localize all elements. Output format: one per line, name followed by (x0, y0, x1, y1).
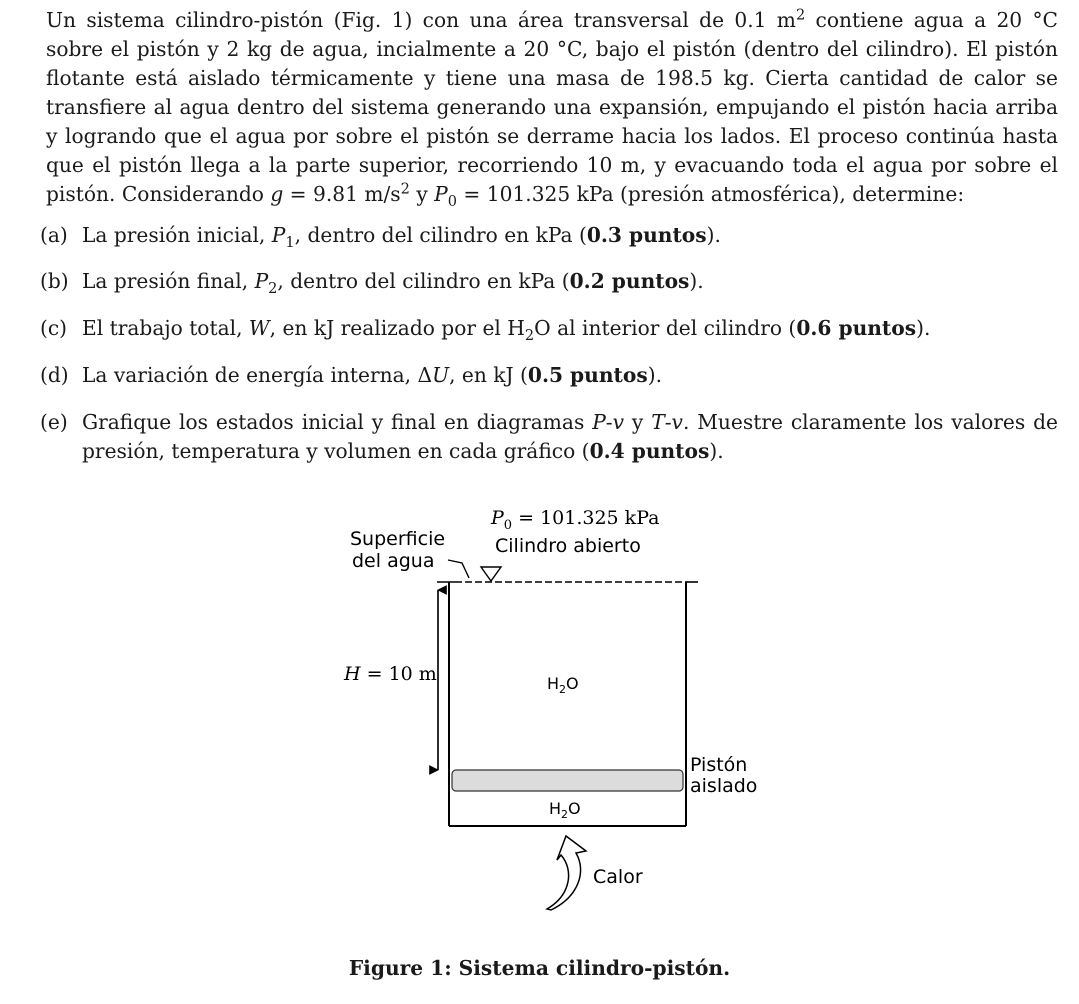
question-text: , en kJ ( (449, 363, 528, 387)
question-label: (c) (40, 316, 68, 340)
question-text: La presión final, (82, 269, 255, 293)
question-text: . Muestre claramente los valores de presión, temperatura y volumen en cada gráfico ( (82, 410, 1058, 463)
question-text: Grafique los estados inicial y final en diagramas (82, 410, 593, 434)
statement-part-3: y (409, 182, 435, 206)
variable: U (432, 363, 450, 387)
question-text: , dentro del cilindro en kPa ( (294, 223, 587, 247)
question-label: (a) (40, 223, 68, 247)
question-text: , dentro del cilindro en kPa ( (277, 269, 570, 293)
subscript: 1 (285, 235, 295, 252)
question-text: , en kJ realizado por el H (269, 316, 525, 340)
points: 0.4 puntos (589, 439, 710, 463)
variable: T (651, 410, 665, 434)
question-label: (d) (40, 363, 69, 387)
question-text: ). (689, 269, 704, 293)
variable: v (671, 410, 683, 434)
subscript: 2 (524, 328, 535, 345)
heat-arrow-icon (547, 836, 586, 910)
variable: P (254, 269, 269, 293)
statement-part-1: Un sistema cilindro-pistón (Fig. 1) con una área transversal de 0.1 m (46, 8, 796, 32)
variable: W (248, 316, 270, 340)
question-text: - (605, 410, 613, 434)
figure-caption: Figure 1: Sistema cilindro-pistón. (348, 956, 731, 980)
statement-part-4: = 101.325 kPa (presión atmosférica), determine: (457, 182, 965, 206)
p0-symbol: P (434, 182, 448, 206)
surface-pointer (448, 560, 469, 578)
gravity-value: = 9.81 m/s (283, 182, 401, 206)
question-text: ). (916, 316, 931, 340)
points: 0.2 puntos (569, 269, 690, 293)
points: 0.6 puntos (796, 316, 917, 340)
question-text: ). (709, 439, 724, 463)
question-text: O al interior del cilindro ( (534, 316, 797, 340)
question-label: (b) (40, 269, 69, 293)
piston-label-line2: aislado (690, 775, 758, 797)
question-text: ). (647, 363, 662, 387)
question-label: (e) (40, 410, 68, 434)
surface-label-line1: Superficie (350, 528, 446, 550)
variable: v (612, 410, 625, 434)
points: 0.3 puntos (586, 223, 707, 247)
question-text: El trabajo total, (82, 316, 249, 340)
variable: P (271, 223, 286, 247)
points: 0.5 puntos (527, 363, 648, 387)
gravity-symbol: g (270, 182, 284, 206)
statement-part-2: contiene agua a 20 °C sobre el pistón y 2 kg de agua, incialmente a 20 °C, bajo el pistón (dentro del cilindro). El pistón flotante está aislado térmicamente y tiene una masa de 198.5 kg. Cierta cantidad de calor se transfiere al agua dentro del sistema generando una expansión, empujando el pistón hacia arriba y logrando que el agua por sobre el pistón se derrame hacia los lados. El proceso continúa hasta que el pistón llega a la parte superior, recorriendo 10 m, y evacuando toda el agua por sobre el pistón. Considerando (46, 8, 1058, 206)
gravity-exponent: 2 (400, 181, 410, 198)
area-exponent: 2 (795, 7, 806, 24)
open-cylinder-label: Cilindro abierto (495, 535, 641, 557)
question-text: ). (706, 223, 721, 247)
water-level-icon (481, 567, 501, 581)
question-text: y (624, 410, 652, 434)
p0-subscript: 0 (447, 194, 458, 211)
surface-label-line2: del agua (352, 550, 435, 572)
water-bottom-label: $H_2O$ (549, 799, 581, 821)
piston-label-line1: Pistón (690, 754, 748, 776)
question-text: La presión inicial, (82, 223, 272, 247)
question-text: La variación de energía interna, Δ (82, 363, 433, 387)
subscript: 2 (268, 281, 278, 298)
question-text: - (664, 410, 672, 434)
p0-figure-label: $P_0 = 101.325$ kPa (491, 507, 660, 533)
heat-label: Calor (593, 866, 643, 888)
variable: P (592, 410, 606, 434)
height-label: H = 10 m (344, 663, 437, 685)
water-top-label: $H_2O$ (547, 674, 579, 696)
piston (452, 770, 683, 791)
